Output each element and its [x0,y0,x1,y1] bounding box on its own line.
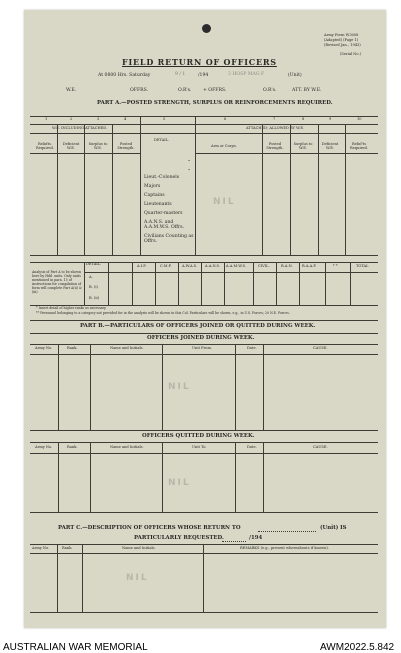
rule [201,262,202,305]
joined-heading: OFFICERS JOINED DURING WEEK. [147,335,255,341]
rank-label: A.A.N.S. and A.A.M.W.S. Offrs. [144,220,185,231]
joined-col: Rank. [67,346,78,350]
form-ref-line2: (Adapted) (Page 1) [324,38,359,42]
form-ref-line1: Army Form W3008 [324,33,359,37]
analysis-col: A.A.N.S. [205,264,221,268]
part-c-line2: PARTICULARLY REQUESTED. [134,535,224,541]
date-fill: 9 / 1 [175,72,186,77]
rule [84,124,85,255]
part-c-col: Name and Initials. [122,546,156,550]
rule [290,124,291,255]
form-ref-line3: (Revised Jan., 1943) [324,43,361,47]
rule [30,430,378,431]
rule [112,124,113,255]
nil-stamp: NIL [168,478,191,488]
rule [30,442,378,443]
rule [224,262,225,305]
date-year: /194 [198,73,209,78]
analysis-row: A. [89,275,93,279]
col-num: 7 [273,117,276,121]
col-num: 10 [357,117,362,121]
rule [30,124,378,125]
rule [155,262,156,305]
rule [57,124,58,255]
rule [84,262,85,305]
rank-label: Captains [144,193,165,198]
footer-credit: AUSTRALIAN WAR MEMORIAL [3,642,148,653]
analysis-col: C.M.F. [160,264,172,268]
rule [195,153,262,154]
rank-label: Civilians Counting as Offrs. [144,234,194,245]
rule [253,262,254,305]
rule [30,344,378,345]
quitted-col: Army No. [35,445,53,449]
joined-col: CAUSE. [313,346,328,350]
rule [30,333,378,334]
col-header: Posted Strength. [117,142,135,150]
part-c-year: /194 [249,535,263,541]
rule [132,262,133,305]
nil-stamp: NIL [168,382,191,392]
rule [30,612,378,613]
rule [325,262,326,305]
rule [262,124,263,255]
rank-label: Lieutenants [144,202,172,207]
rule [350,262,351,305]
col-num: 5 [163,117,166,121]
col-num: 9 [329,117,332,121]
rank-label: Majors [144,184,161,189]
rule [235,344,236,430]
col-header: Deficient W.E. [62,142,80,150]
joined-col: Date. [247,346,257,350]
rule [90,344,91,430]
rule [258,531,316,532]
quitted-col: Rank. [67,445,78,449]
joined-col: Army No. [35,346,53,350]
rule [162,442,163,512]
rule [58,344,59,430]
col-header: Surplus to W.E. [88,142,108,150]
analysis-col: * * [333,264,338,268]
detail-header: DETAIL. [154,138,170,142]
joined-col: Name and Initials. [110,346,144,350]
we-label: W.E. [66,88,77,93]
rule [276,262,277,305]
part-b-heading: PART B.—PARTICULARS OF OFFICERS JOINED OR QUITTED DURING WEEK. [80,323,316,329]
part-a-heading: PART A.—POSTED STRENGTH, SURPLUS OR REINFORCEMENTS REQUIRED. [97,100,333,106]
we-including-header: W.E. INCLUDING ATTACHED. [52,126,108,130]
analysis-col: A.W.A.S. [182,264,198,268]
quitted-col: Name and Initials. [110,445,144,449]
rule [30,133,378,134]
col-header: Posted Strength. [266,142,284,150]
rule [84,272,378,273]
rank-label: Lieut.-Colonels [144,175,180,180]
bullet: • [188,159,191,163]
part-c-heading: PART C.—DESCRIPTION OF OFFICERS WHOSE RETURN TO [58,525,241,531]
analysis-col: TOTAL [356,264,369,268]
bullet: • [188,168,191,172]
rule [90,442,91,512]
nil-stamp: NIL [213,197,236,207]
rule [30,320,378,321]
footnote-2: ** Personnel belonging to a category not provided for in the analysis will be shown in this Col. Particulars will be shown, e.g., in U.S. Forces; 20 N.E. Forces. [36,311,290,315]
rule [82,544,83,612]
we-att: ATT. BY W.E. [292,88,322,93]
we-plus-offrs: + OFFRS. [203,88,227,93]
analysis-row: B. (ii) [89,296,100,300]
col-header: Deficient W.E. [321,142,339,150]
form-ref-serial: (Serial No.) [340,52,362,56]
quitted-heading: OFFICERS QUITTED DURING WEEK. [142,433,255,439]
joined-col: Unit From. [192,346,213,350]
rule [57,544,58,612]
analysis-col: R.A.A.F. [302,264,317,268]
we-ors: O.R's. [178,88,192,93]
col-num: 8 [302,117,305,121]
col-header: Arm or Corps. [211,144,237,148]
rule [263,442,264,512]
analysis-row: B. (i) [89,285,98,289]
form-title: FIELD RETURN OF OFFICERS [122,57,277,67]
unit-fill: 3 HOSP MAG F [228,72,265,77]
rule [58,442,59,512]
col-num: 3 [97,117,100,121]
rule [262,153,378,154]
col-header: Surplus to W.E. [293,142,313,150]
quitted-col: CAUSE. [313,445,328,449]
rule [222,541,246,542]
quitted-col: Date. [247,445,257,449]
col-header: Relnfts. Required. [36,142,54,150]
analysis-col: A.I.F. [137,264,147,268]
date-line-prefix: At 0800 Hrs. Saturday [98,73,151,78]
analysis-col: R.A.N. [281,264,293,268]
part-c-unit-is: (Unit) IS [320,525,347,531]
unit-label: (Unit) [288,73,302,78]
col-num: 1 [45,117,48,121]
col-header: Relnf'ts Required. [350,142,368,150]
quitted-col: Unit To. [192,445,207,449]
footnote-1: * Insert detail of higher ranks as necessary. [36,306,107,310]
we-ors2: O.R's. [263,88,277,93]
col-num: 6 [224,117,227,121]
nil-stamp: NIL [126,573,149,583]
analysis-note: Analysis of Part A to be shown here by Hdd. units. Only units mentioned in para. 15 of instructions for compilation of form will complete Part A(ii) & (iii). [32,270,82,294]
part-c-col: Rank. [62,546,73,550]
rule [345,124,346,255]
rule [30,354,378,355]
col-num: 2 [70,117,73,121]
rank-label: Quarter-masters [144,211,183,216]
rule [263,344,264,430]
analysis-col: CIVIL. [258,264,270,268]
rule [30,255,378,256]
attached-header: ATTACHED; ALLOWED BY W.E. [246,126,305,130]
rule [318,124,319,255]
part-c-col: REMARKS (e.g., present whereabouts if known). [240,546,329,550]
analysis-col: A.A.M.W.S. [226,264,246,268]
col-num: 4 [124,117,127,121]
punch-hole [202,24,211,33]
rule [235,442,236,512]
rule [108,262,109,305]
rule [195,116,196,255]
rule [30,153,140,154]
rule [203,544,204,612]
part-c-col: Army No. [32,546,50,550]
rule [30,116,378,117]
rule [178,262,179,305]
rule [299,262,300,305]
rule [140,116,141,255]
we-offrs: OFFRS. [130,88,149,93]
rule [30,512,378,513]
rule [162,344,163,430]
footer-accession: AWM2022.5.842 [320,642,395,653]
rule [30,453,378,454]
analysis-detail-label: DETAIL. [86,262,102,266]
